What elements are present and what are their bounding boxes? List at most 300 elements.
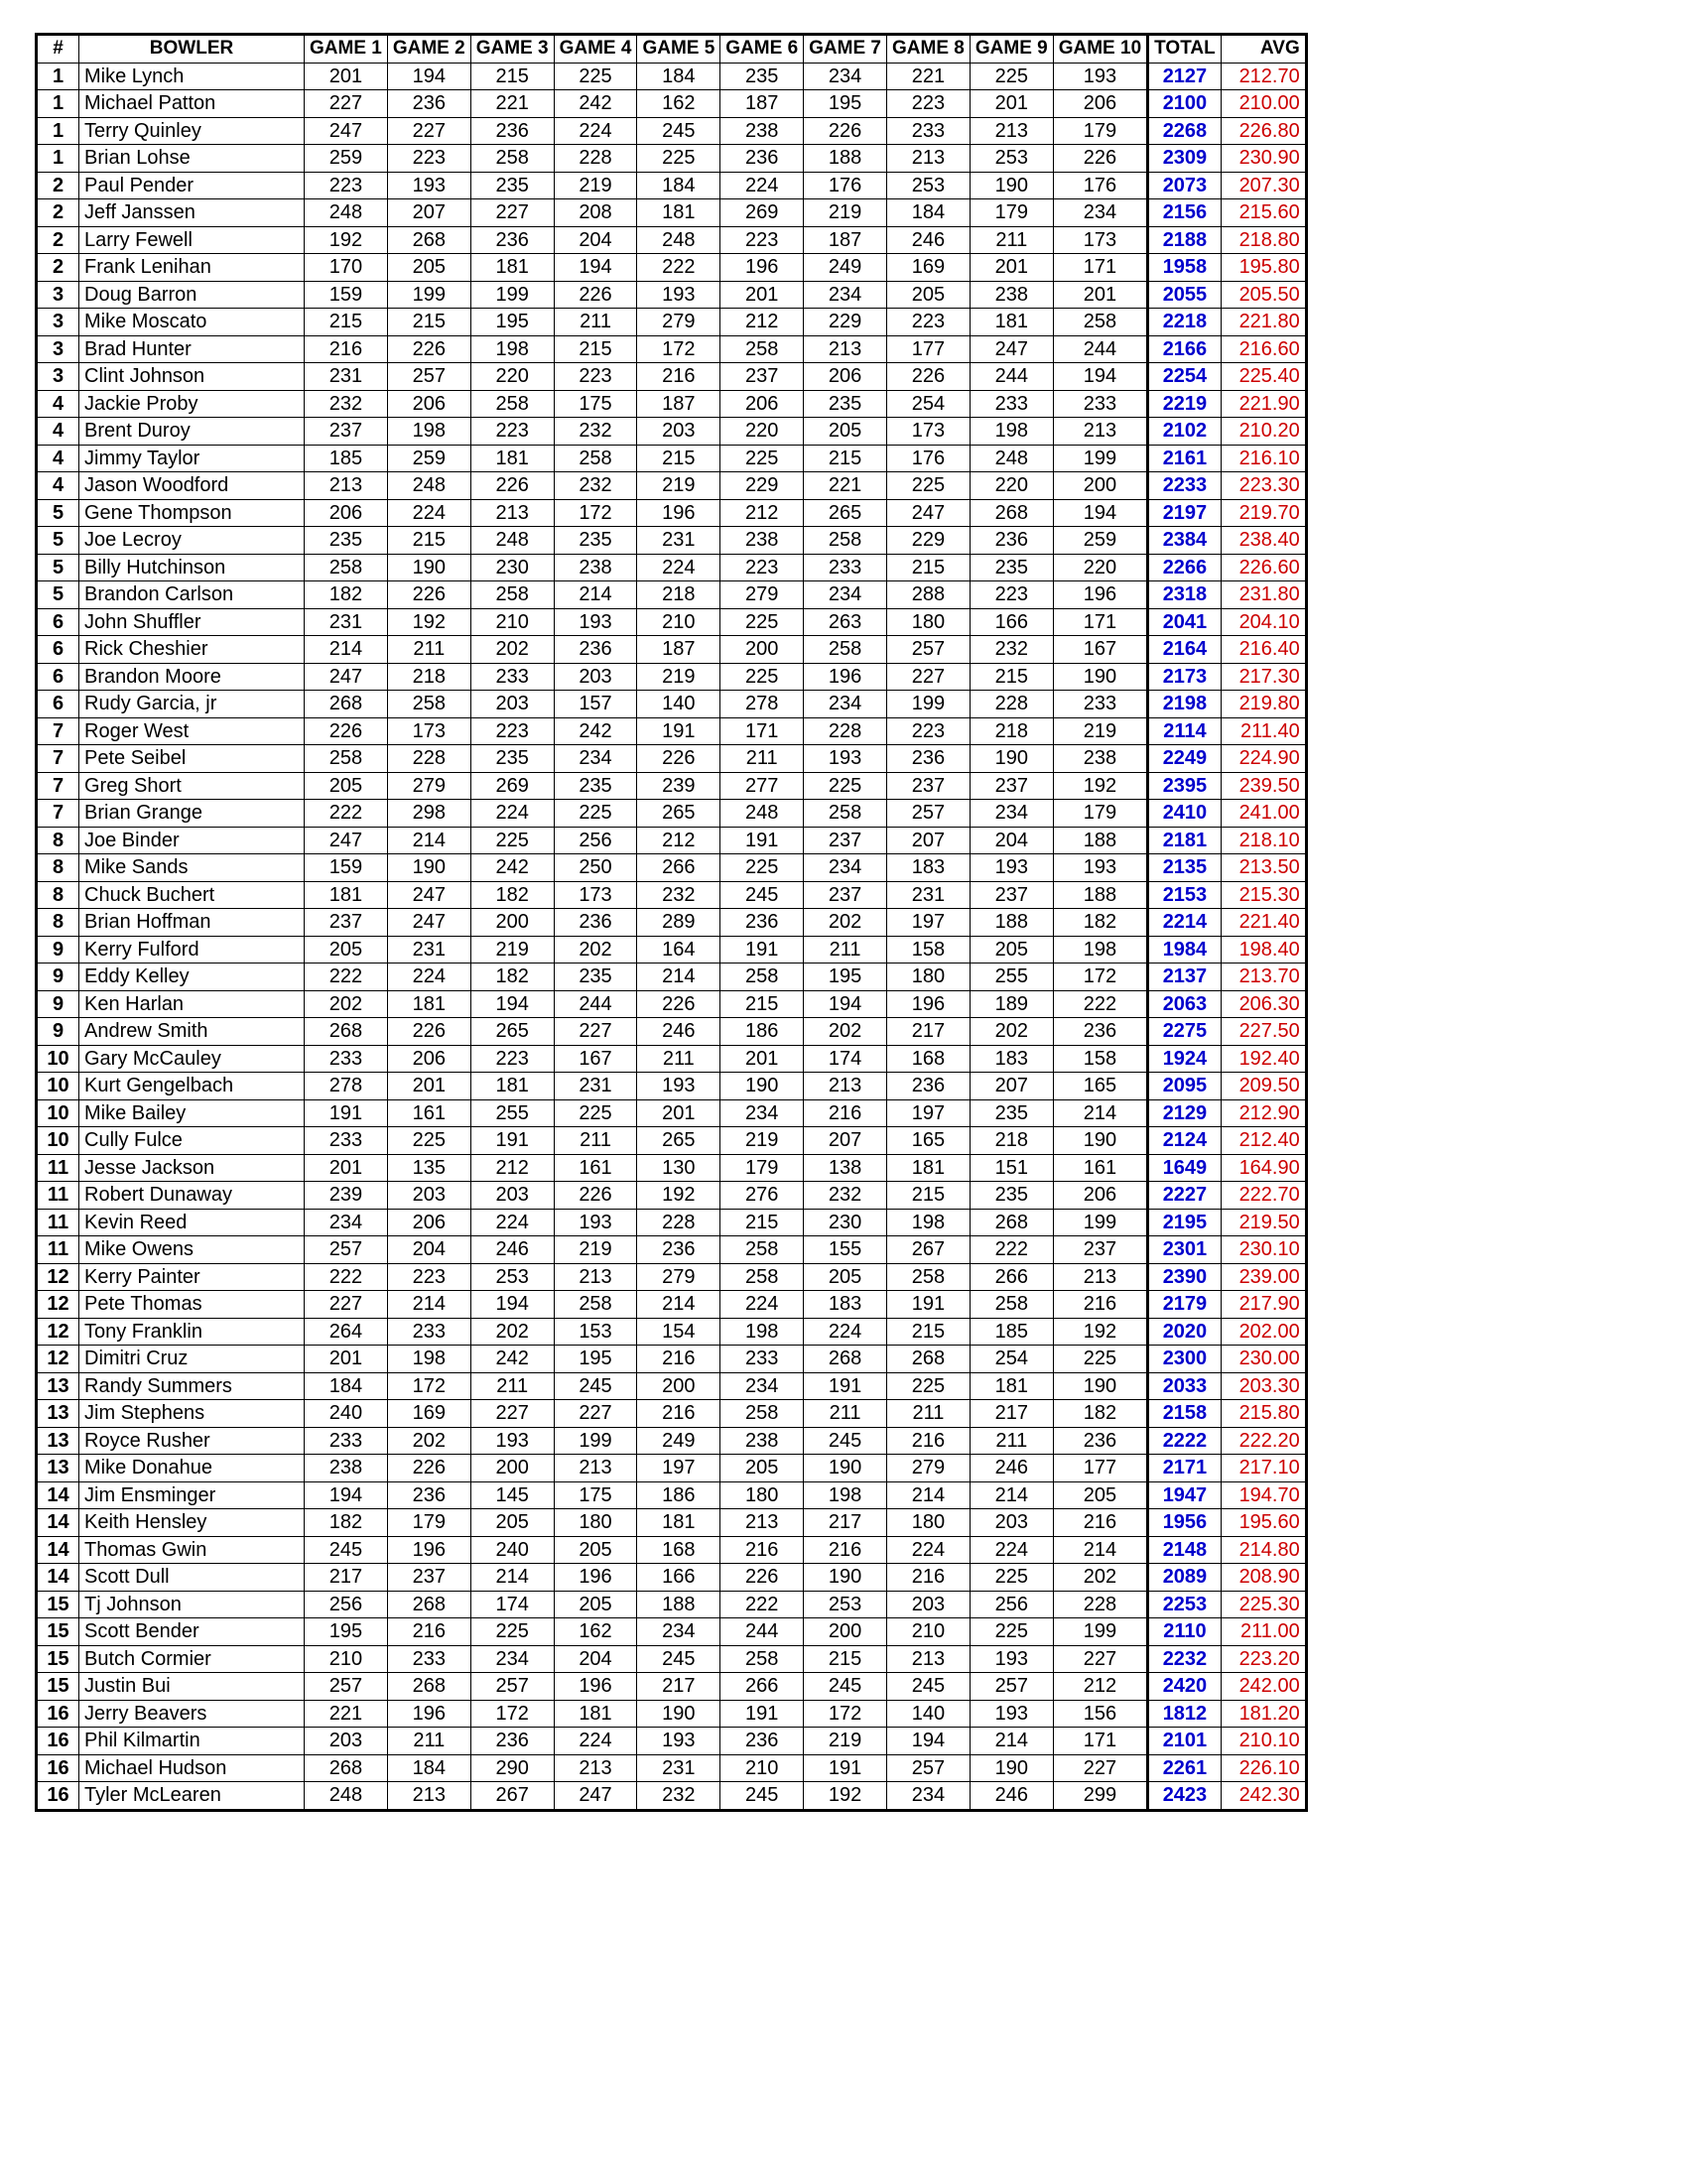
game-3-score-cell: 267 (470, 1782, 554, 1811)
game-9-score-cell: 203 (970, 1509, 1053, 1537)
game-7-score-cell: 265 (804, 499, 887, 527)
game-3-score-cell: 236 (470, 117, 554, 145)
bowler-name-cell: Tyler McLearen (79, 1782, 305, 1811)
game-8-score-cell: 213 (887, 1645, 971, 1673)
game-2-score-cell: 214 (387, 827, 470, 854)
game-2-score-cell: 226 (387, 581, 470, 609)
game-9-score-cell: 248 (970, 445, 1053, 472)
rank-cell: 9 (37, 964, 79, 991)
game-3-score-cell: 200 (470, 909, 554, 937)
bowler-name-cell: Thomas Gwin (79, 1536, 305, 1564)
rank-cell: 4 (37, 418, 79, 446)
total-cell: 1924 (1148, 1045, 1222, 1073)
game-1-score-cell: 256 (305, 1591, 388, 1618)
game-2-score-cell: 258 (387, 691, 470, 718)
game-5-score-cell: 210 (637, 608, 720, 636)
total-cell: 2261 (1148, 1754, 1222, 1782)
game-1-score-cell: 201 (305, 1346, 388, 1373)
game-6-score-cell: 225 (720, 445, 804, 472)
game-3-score-cell: 194 (470, 990, 554, 1018)
game-9-score-cell: 266 (970, 1263, 1053, 1291)
rank-cell: 13 (37, 1400, 79, 1428)
game-2-score-cell: 227 (387, 117, 470, 145)
bowler-name-cell: Jerry Beavers (79, 1700, 305, 1728)
game-1-score-cell: 181 (305, 881, 388, 909)
rank-cell: 6 (37, 691, 79, 718)
bowler-name-cell: Clint Johnson (79, 363, 305, 391)
game-1-score-cell: 210 (305, 1645, 388, 1673)
game-4-score-cell: 194 (554, 254, 637, 282)
bowler-name-cell: Roger West (79, 717, 305, 745)
game-6-score-cell: 201 (720, 1045, 804, 1073)
total-cell: 2179 (1148, 1291, 1222, 1319)
game-4-score-cell: 234 (554, 745, 637, 773)
average-cell: 216.40 (1221, 636, 1306, 664)
game-8-score-cell: 257 (887, 800, 971, 828)
total-cell: 2041 (1148, 608, 1222, 636)
game-7-score-cell: 174 (804, 1045, 887, 1073)
game-6-score-cell: 233 (720, 1346, 804, 1373)
game-2-score-cell: 224 (387, 499, 470, 527)
game-3-score-cell: 235 (470, 172, 554, 199)
game-2-score-cell: 228 (387, 745, 470, 773)
game-3-score-cell: 181 (470, 445, 554, 472)
average-cell: 214.80 (1221, 1536, 1306, 1564)
game-7-score-cell: 172 (804, 1700, 887, 1728)
game-1-score-cell: 258 (305, 554, 388, 581)
game-8-score-cell: 216 (887, 1427, 971, 1455)
game-6-score-cell: 205 (720, 1455, 804, 1482)
game-8-score-cell: 221 (887, 63, 971, 90)
table-row (37, 663, 1307, 691)
game-4-score-cell: 224 (554, 1728, 637, 1755)
game-5-score-cell: 246 (637, 1018, 720, 1046)
game-7-score-cell: 202 (804, 909, 887, 937)
game-5-score-cell: 197 (637, 1455, 720, 1482)
rank-cell: 13 (37, 1427, 79, 1455)
game-3-score-cell: 253 (470, 1263, 554, 1291)
average-cell: 223.30 (1221, 472, 1306, 500)
bowler-name-cell: Joe Lecroy (79, 527, 305, 555)
game-10-score-cell: 182 (1053, 1400, 1147, 1428)
table-row (37, 1536, 1307, 1564)
game-7-score-cell: 200 (804, 1618, 887, 1646)
game-6-score-cell: 266 (720, 1673, 804, 1701)
game-8-score-cell: 181 (887, 1154, 971, 1182)
game-10-score-cell: 225 (1053, 1346, 1147, 1373)
game-1-score-cell: 278 (305, 1073, 388, 1100)
game-8-score-cell: 176 (887, 445, 971, 472)
game-6-score-cell: 201 (720, 281, 804, 309)
total-cell: 2124 (1148, 1127, 1222, 1155)
rank-cell: 14 (37, 1481, 79, 1509)
game-7-score-cell: 217 (804, 1509, 887, 1537)
game-4-score-cell: 181 (554, 1700, 637, 1728)
rank-cell: 1 (37, 63, 79, 90)
game-3-score-cell: 240 (470, 1536, 554, 1564)
game-4-score-cell: 214 (554, 581, 637, 609)
average-cell: 204.10 (1221, 608, 1306, 636)
game-10-score-cell: 198 (1053, 936, 1147, 964)
game-9-score-cell: 257 (970, 1673, 1053, 1701)
game-5-score-cell: 279 (637, 309, 720, 336)
game-3-score-cell: 225 (470, 827, 554, 854)
game-7-score-cell: 196 (804, 663, 887, 691)
average-cell: 217.30 (1221, 663, 1306, 691)
game-8-score-cell: 223 (887, 717, 971, 745)
game-5-score-cell: 201 (637, 1099, 720, 1127)
game-3-score-cell: 215 (470, 63, 554, 90)
table-row (37, 1209, 1307, 1236)
game-5-score-cell: 215 (637, 445, 720, 472)
rank-cell: 14 (37, 1509, 79, 1537)
game-10-score-cell: 233 (1053, 390, 1147, 418)
table-row (37, 717, 1307, 745)
game-1-score-cell: 185 (305, 445, 388, 472)
game-4-score-cell: 226 (554, 281, 637, 309)
game-6-score-cell: 187 (720, 90, 804, 118)
game-8-score-cell: 236 (887, 1073, 971, 1100)
average-cell: 242.30 (1221, 1782, 1306, 1811)
table-row (37, 1645, 1307, 1673)
table-row (37, 1291, 1307, 1319)
game-3-score-cell: 198 (470, 335, 554, 363)
bowler-name-cell: Dimitri Cruz (79, 1346, 305, 1373)
game-10-score-cell: 213 (1053, 418, 1147, 446)
table-row (37, 554, 1307, 581)
game-8-score-cell: 254 (887, 390, 971, 418)
bowler-scores-table (35, 33, 1308, 1812)
game-8-score-cell: 168 (887, 1045, 971, 1073)
game-1-score-cell: 247 (305, 827, 388, 854)
game-8-score-cell: 216 (887, 1564, 971, 1592)
game-4-score-cell: 167 (554, 1045, 637, 1073)
game-4-score-cell: 235 (554, 527, 637, 555)
game-4-score-cell: 236 (554, 909, 637, 937)
game-2-score-cell: 172 (387, 1372, 470, 1400)
game-1-score-cell: 231 (305, 608, 388, 636)
game-4-score-cell: 211 (554, 1127, 637, 1155)
game-4-score-cell: 235 (554, 964, 637, 991)
game-3-score-cell: 172 (470, 1700, 554, 1728)
game-10-score-cell: 199 (1053, 445, 1147, 472)
game-8-score-cell: 253 (887, 172, 971, 199)
average-cell: 230.00 (1221, 1346, 1306, 1373)
total-cell: 2266 (1148, 554, 1222, 581)
rank-cell: 2 (37, 172, 79, 199)
average-cell: 208.90 (1221, 1564, 1306, 1592)
game-3-score-cell: 269 (470, 772, 554, 800)
game-2-score-cell: 247 (387, 909, 470, 937)
rank-cell: 5 (37, 554, 79, 581)
game-1-score-cell: 257 (305, 1673, 388, 1701)
game-5-score-cell: 130 (637, 1154, 720, 1182)
game-7-score-cell: 207 (804, 1127, 887, 1155)
total-cell: 2153 (1148, 881, 1222, 909)
game-10-score-cell: 171 (1053, 1728, 1147, 1755)
bowler-name-cell: Frank Lenihan (79, 254, 305, 282)
game-3-score-cell: 191 (470, 1127, 554, 1155)
game-7-score-cell: 253 (804, 1591, 887, 1618)
total-cell: 2318 (1148, 581, 1222, 609)
rank-cell: 1 (37, 145, 79, 173)
game-5-score-cell: 154 (637, 1318, 720, 1346)
game-1-score-cell: 182 (305, 581, 388, 609)
game-2-score-cell: 279 (387, 772, 470, 800)
game-1-score-cell: 213 (305, 472, 388, 500)
total-cell: 2384 (1148, 527, 1222, 555)
game-10-score-cell: 299 (1053, 1782, 1147, 1811)
game-6-score-cell: 238 (720, 117, 804, 145)
average-cell: 218.10 (1221, 827, 1306, 854)
bowler-name-cell: Mike Sands (79, 854, 305, 882)
col-header-total: TOTAL (1148, 35, 1222, 64)
game-10-score-cell: 227 (1053, 1754, 1147, 1782)
game-8-score-cell: 215 (887, 554, 971, 581)
game-6-score-cell: 258 (720, 335, 804, 363)
game-4-score-cell: 202 (554, 936, 637, 964)
game-4-score-cell: 208 (554, 199, 637, 227)
table-row (37, 1400, 1307, 1428)
game-10-score-cell: 259 (1053, 527, 1147, 555)
game-9-score-cell: 220 (970, 472, 1053, 500)
game-2-score-cell: 268 (387, 226, 470, 254)
game-9-score-cell: 224 (970, 1536, 1053, 1564)
game-8-score-cell: 258 (887, 1263, 971, 1291)
game-8-score-cell: 217 (887, 1018, 971, 1046)
total-cell: 2148 (1148, 1536, 1222, 1564)
average-cell: 210.20 (1221, 418, 1306, 446)
game-8-score-cell: 223 (887, 309, 971, 336)
game-7-score-cell: 224 (804, 1318, 887, 1346)
game-8-score-cell: 214 (887, 1481, 971, 1509)
game-5-score-cell: 239 (637, 772, 720, 800)
rank-cell: 10 (37, 1045, 79, 1073)
average-cell: 181.20 (1221, 1700, 1306, 1728)
game-7-score-cell: 213 (804, 1073, 887, 1100)
table-row (37, 63, 1307, 90)
rank-cell: 15 (37, 1591, 79, 1618)
table-row (37, 881, 1307, 909)
total-cell: 2195 (1148, 1209, 1222, 1236)
game-2-score-cell: 198 (387, 418, 470, 446)
bowler-name-cell: Mike Owens (79, 1236, 305, 1264)
game-5-score-cell: 187 (637, 636, 720, 664)
total-cell: 2222 (1148, 1427, 1222, 1455)
game-6-score-cell: 279 (720, 581, 804, 609)
game-7-score-cell: 219 (804, 199, 887, 227)
total-cell: 2214 (1148, 909, 1222, 937)
average-cell: 215.60 (1221, 199, 1306, 227)
game-1-score-cell: 239 (305, 1182, 388, 1210)
col-header-game-2: GAME 2 (387, 35, 470, 64)
game-4-score-cell: 247 (554, 1782, 637, 1811)
game-9-score-cell: 258 (970, 1291, 1053, 1319)
game-9-score-cell: 218 (970, 1127, 1053, 1155)
total-cell: 1958 (1148, 254, 1222, 282)
game-7-score-cell: 202 (804, 1018, 887, 1046)
game-8-score-cell: 236 (887, 745, 971, 773)
rank-cell: 14 (37, 1564, 79, 1592)
rank-cell: 16 (37, 1754, 79, 1782)
game-9-score-cell: 254 (970, 1346, 1053, 1373)
game-4-score-cell: 236 (554, 636, 637, 664)
average-cell: 211.40 (1221, 717, 1306, 745)
table-row (37, 1182, 1307, 1210)
bowler-name-cell: Brian Lohse (79, 145, 305, 173)
game-8-score-cell: 231 (887, 881, 971, 909)
game-8-score-cell: 196 (887, 990, 971, 1018)
game-5-score-cell: 186 (637, 1481, 720, 1509)
game-8-score-cell: 245 (887, 1673, 971, 1701)
game-7-score-cell: 198 (804, 1481, 887, 1509)
game-3-score-cell: 182 (470, 964, 554, 991)
table-row (37, 1045, 1307, 1073)
game-8-score-cell: 246 (887, 226, 971, 254)
game-8-score-cell: 207 (887, 827, 971, 854)
game-9-score-cell: 213 (970, 117, 1053, 145)
game-9-score-cell: 225 (970, 1564, 1053, 1592)
game-5-score-cell: 219 (637, 472, 720, 500)
game-5-score-cell: 162 (637, 90, 720, 118)
rank-cell: 3 (37, 335, 79, 363)
game-6-score-cell: 238 (720, 1427, 804, 1455)
bowler-name-cell: Brent Duroy (79, 418, 305, 446)
average-cell: 230.10 (1221, 1236, 1306, 1264)
game-8-score-cell: 169 (887, 254, 971, 282)
average-cell: 225.40 (1221, 363, 1306, 391)
game-1-score-cell: 245 (305, 1536, 388, 1564)
game-2-score-cell: 193 (387, 172, 470, 199)
game-8-score-cell: 173 (887, 418, 971, 446)
rank-cell: 10 (37, 1099, 79, 1127)
game-2-score-cell: 196 (387, 1536, 470, 1564)
game-5-score-cell: 184 (637, 63, 720, 90)
game-9-score-cell: 268 (970, 1209, 1053, 1236)
game-6-score-cell: 235 (720, 63, 804, 90)
game-1-score-cell: 159 (305, 281, 388, 309)
game-8-score-cell: 211 (887, 1400, 971, 1428)
game-10-score-cell: 188 (1053, 827, 1147, 854)
game-2-score-cell: 190 (387, 854, 470, 882)
rank-cell: 15 (37, 1673, 79, 1701)
game-7-score-cell: 206 (804, 363, 887, 391)
game-4-score-cell: 180 (554, 1509, 637, 1537)
game-5-score-cell: 214 (637, 1291, 720, 1319)
average-cell: 217.10 (1221, 1455, 1306, 1482)
game-9-score-cell: 190 (970, 172, 1053, 199)
game-9-score-cell: 218 (970, 717, 1053, 745)
game-10-score-cell: 165 (1053, 1073, 1147, 1100)
col-header-rank: # (37, 35, 79, 64)
average-cell: 195.60 (1221, 1509, 1306, 1537)
average-cell: 219.50 (1221, 1209, 1306, 1236)
game-1-score-cell: 259 (305, 145, 388, 173)
game-10-score-cell: 220 (1053, 554, 1147, 581)
game-8-score-cell: 215 (887, 1182, 971, 1210)
game-8-score-cell: 279 (887, 1455, 971, 1482)
bowler-name-cell: Brandon Moore (79, 663, 305, 691)
game-10-score-cell: 212 (1053, 1673, 1147, 1701)
game-2-score-cell: 257 (387, 363, 470, 391)
game-8-score-cell: 191 (887, 1291, 971, 1319)
game-9-score-cell: 223 (970, 581, 1053, 609)
game-7-score-cell: 229 (804, 309, 887, 336)
bowler-name-cell: Robert Dunaway (79, 1182, 305, 1210)
game-6-score-cell: 229 (720, 472, 804, 500)
game-4-score-cell: 193 (554, 1209, 637, 1236)
game-7-score-cell: 226 (804, 117, 887, 145)
game-9-score-cell: 183 (970, 1045, 1053, 1073)
total-cell: 2197 (1148, 499, 1222, 527)
game-6-score-cell: 225 (720, 608, 804, 636)
col-header-game-9: GAME 9 (970, 35, 1053, 64)
table-row (37, 117, 1307, 145)
bowler-name-cell: Michael Patton (79, 90, 305, 118)
game-4-score-cell: 172 (554, 499, 637, 527)
average-cell: 215.30 (1221, 881, 1306, 909)
total-cell: 1812 (1148, 1700, 1222, 1728)
game-5-score-cell: 193 (637, 281, 720, 309)
table-row (37, 1427, 1307, 1455)
bowler-name-cell: Rick Cheshier (79, 636, 305, 664)
game-8-score-cell: 183 (887, 854, 971, 882)
game-2-score-cell: 161 (387, 1099, 470, 1127)
game-8-score-cell: 184 (887, 199, 971, 227)
total-cell: 2249 (1148, 745, 1222, 773)
table-row (37, 772, 1307, 800)
game-8-score-cell: 237 (887, 772, 971, 800)
rank-cell: 15 (37, 1645, 79, 1673)
game-9-score-cell: 193 (970, 1645, 1053, 1673)
game-9-score-cell: 238 (970, 281, 1053, 309)
bowler-name-cell: Butch Cormier (79, 1645, 305, 1673)
col-header-game-7: GAME 7 (804, 35, 887, 64)
game-2-score-cell: 214 (387, 1291, 470, 1319)
game-1-score-cell: 206 (305, 499, 388, 527)
game-1-score-cell: 222 (305, 800, 388, 828)
game-1-score-cell: 268 (305, 1754, 388, 1782)
game-9-score-cell: 235 (970, 1099, 1053, 1127)
game-5-score-cell: 140 (637, 691, 720, 718)
game-5-score-cell: 234 (637, 1618, 720, 1646)
bowler-name-cell: Mike Moscato (79, 309, 305, 336)
game-2-score-cell: 223 (387, 145, 470, 173)
game-5-score-cell: 232 (637, 881, 720, 909)
table-row (37, 1372, 1307, 1400)
game-2-score-cell: 215 (387, 527, 470, 555)
rank-cell: 11 (37, 1182, 79, 1210)
game-5-score-cell: 226 (637, 745, 720, 773)
game-5-score-cell: 192 (637, 1182, 720, 1210)
total-cell: 2423 (1148, 1782, 1222, 1811)
bowler-name-cell: Joe Binder (79, 827, 305, 854)
game-1-score-cell: 240 (305, 1400, 388, 1428)
game-2-score-cell: 184 (387, 1754, 470, 1782)
game-4-score-cell: 173 (554, 881, 637, 909)
game-2-score-cell: 226 (387, 335, 470, 363)
game-10-score-cell: 192 (1053, 772, 1147, 800)
game-5-score-cell: 231 (637, 527, 720, 555)
game-10-score-cell: 206 (1053, 90, 1147, 118)
game-2-score-cell: 226 (387, 1018, 470, 1046)
game-6-score-cell: 238 (720, 527, 804, 555)
rank-cell: 15 (37, 1618, 79, 1646)
average-cell: 226.60 (1221, 554, 1306, 581)
game-2-score-cell: 268 (387, 1673, 470, 1701)
game-1-score-cell: 205 (305, 936, 388, 964)
game-6-score-cell: 258 (720, 1400, 804, 1428)
